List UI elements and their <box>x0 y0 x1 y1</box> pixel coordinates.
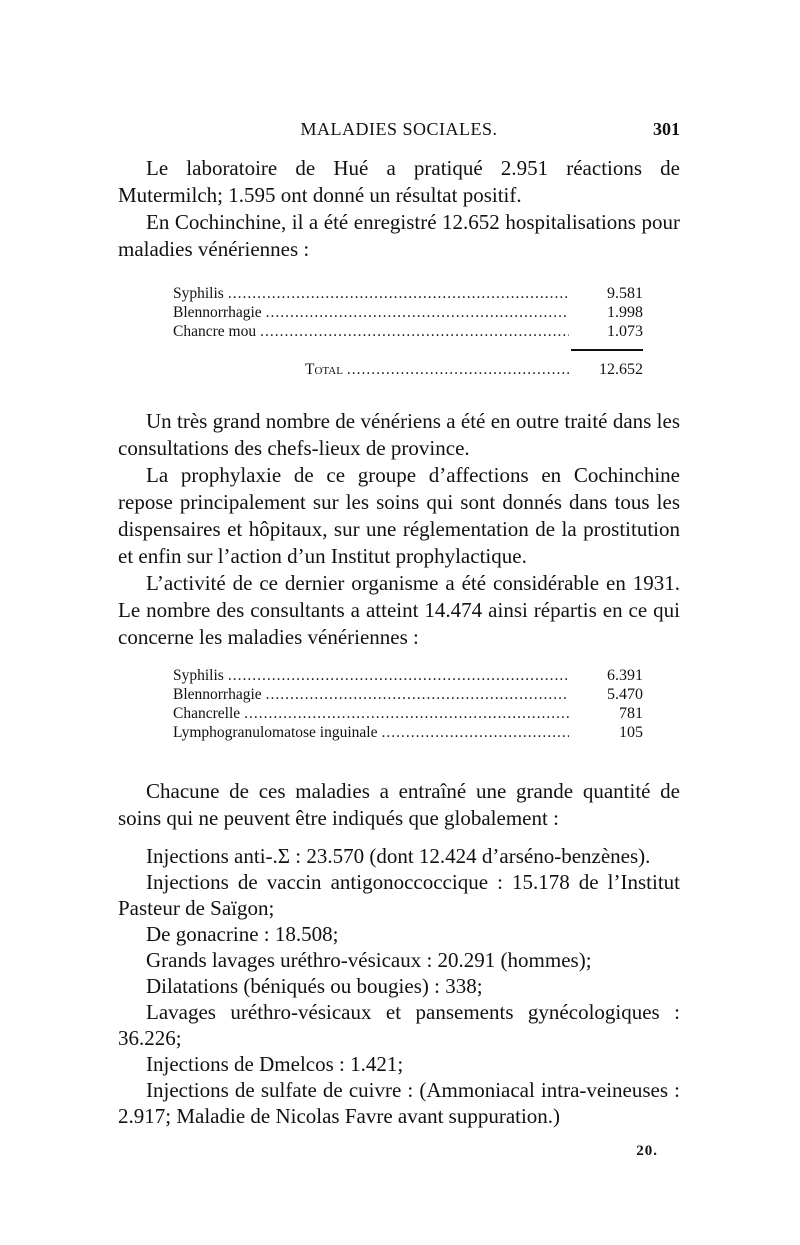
table-total-row <box>173 360 643 379</box>
row-value: 105 <box>619 724 643 741</box>
row-label: Lymphogranulomatose inguinale <box>173 724 378 741</box>
table-row <box>173 685 643 704</box>
row-value: 9.581 <box>607 285 643 302</box>
page-header <box>118 119 680 141</box>
running-title: MALADIES SOCIALES. <box>300 119 498 139</box>
list-item: Injections de sulfate de cuivre : (Ammoniacal intra-veineuses : 2.917; Maladie de Nicolas Favre avant suppuration.) <box>118 1078 680 1128</box>
table-row <box>173 284 643 303</box>
signature-mark: 20. <box>636 1143 658 1159</box>
list-item: Lavages uréthro-vésicaux et pansements gynécologiques : 36.226; <box>118 1000 680 1050</box>
list-item: Injections de Dmelcos : 1.421; <box>146 1052 404 1076</box>
list-item: De gonacrine : 18.508; <box>146 922 339 946</box>
paragraph-prophylaxie: La prophylaxie de ce groupe d’affections en Cochinchine repose principalement sur les soins qui sont donnés dans tous les dispensaires et hôpitaux, sur une réglementation de la prostitution et enfin sur l’action d’un Institut prophylactique. <box>118 463 680 568</box>
table-row <box>173 322 643 341</box>
row-label: Blennorrhagie <box>173 686 262 703</box>
row-value: 781 <box>619 705 643 722</box>
paragraph-cochinchine-hospitalisations: En Cochinchine, il a été enregistré 12.652 hospitalisations pour maladies vénériennes : <box>118 210 680 261</box>
row-label: Chancrelle <box>173 705 241 722</box>
list-item: Dilatations (béniqués ou bougies) : 338; <box>146 974 483 998</box>
consultants-table <box>173 666 643 742</box>
table-row <box>173 303 643 322</box>
row-label: Blennorrhagie <box>173 304 262 321</box>
care-intro-text <box>118 778 680 832</box>
paragraph-consultations: Un très grand nombre de vénériens a été en outre traité dans les consultations des chefs-lieux de province. <box>118 409 680 460</box>
paragraph-institut-activity: L’activité de ce dernier organisme a été considérable en 1931. Le nombre des consultants a atteint 14.474 ainsi répartis en ce qui concerne les maladies vénériennes : <box>118 571 680 649</box>
row-value: 5.470 <box>607 686 643 703</box>
table-row <box>173 666 643 685</box>
paragraph-hue-laboratory: Le laboratoire de Hué a pratiqué 2.951 réactions de Mutermilch; 1.595 ont donné un résultat positif. <box>118 156 680 207</box>
list-item: Injections anti-.Σ : 23.570 (dont 12.424 d’arséno-benzènes). <box>146 844 651 868</box>
row-label: Syphilis <box>173 285 224 302</box>
row-label: Syphilis <box>173 667 224 684</box>
total-rule <box>571 349 643 351</box>
body-text <box>118 408 680 651</box>
page-number: 301 <box>653 119 680 139</box>
row-value: 1.073 <box>607 323 643 340</box>
paragraph-soins: Chacune de ces maladies a entraîné une grande quantité de soins qui ne peuvent être indiqués que globalement : <box>118 779 680 830</box>
list-item: Grands lavages uréthro-vésicaux : 20.291 (hommes); <box>146 948 592 972</box>
table-row <box>173 723 643 742</box>
treatment-list <box>118 843 680 1129</box>
row-label: Chancre mou <box>173 323 257 340</box>
list-item: Injections de vaccin antigonoccoccique : 15.178 de l’Institut Pasteur de Saïgon; <box>118 870 680 920</box>
intro-text <box>118 155 680 263</box>
table-row <box>173 704 643 723</box>
total-label: Total <box>305 361 343 378</box>
row-value: 1.998 <box>607 304 643 321</box>
hospitalisation-table <box>173 284 643 379</box>
total-value: 12.652 <box>599 361 643 378</box>
row-value: 6.391 <box>607 667 643 684</box>
